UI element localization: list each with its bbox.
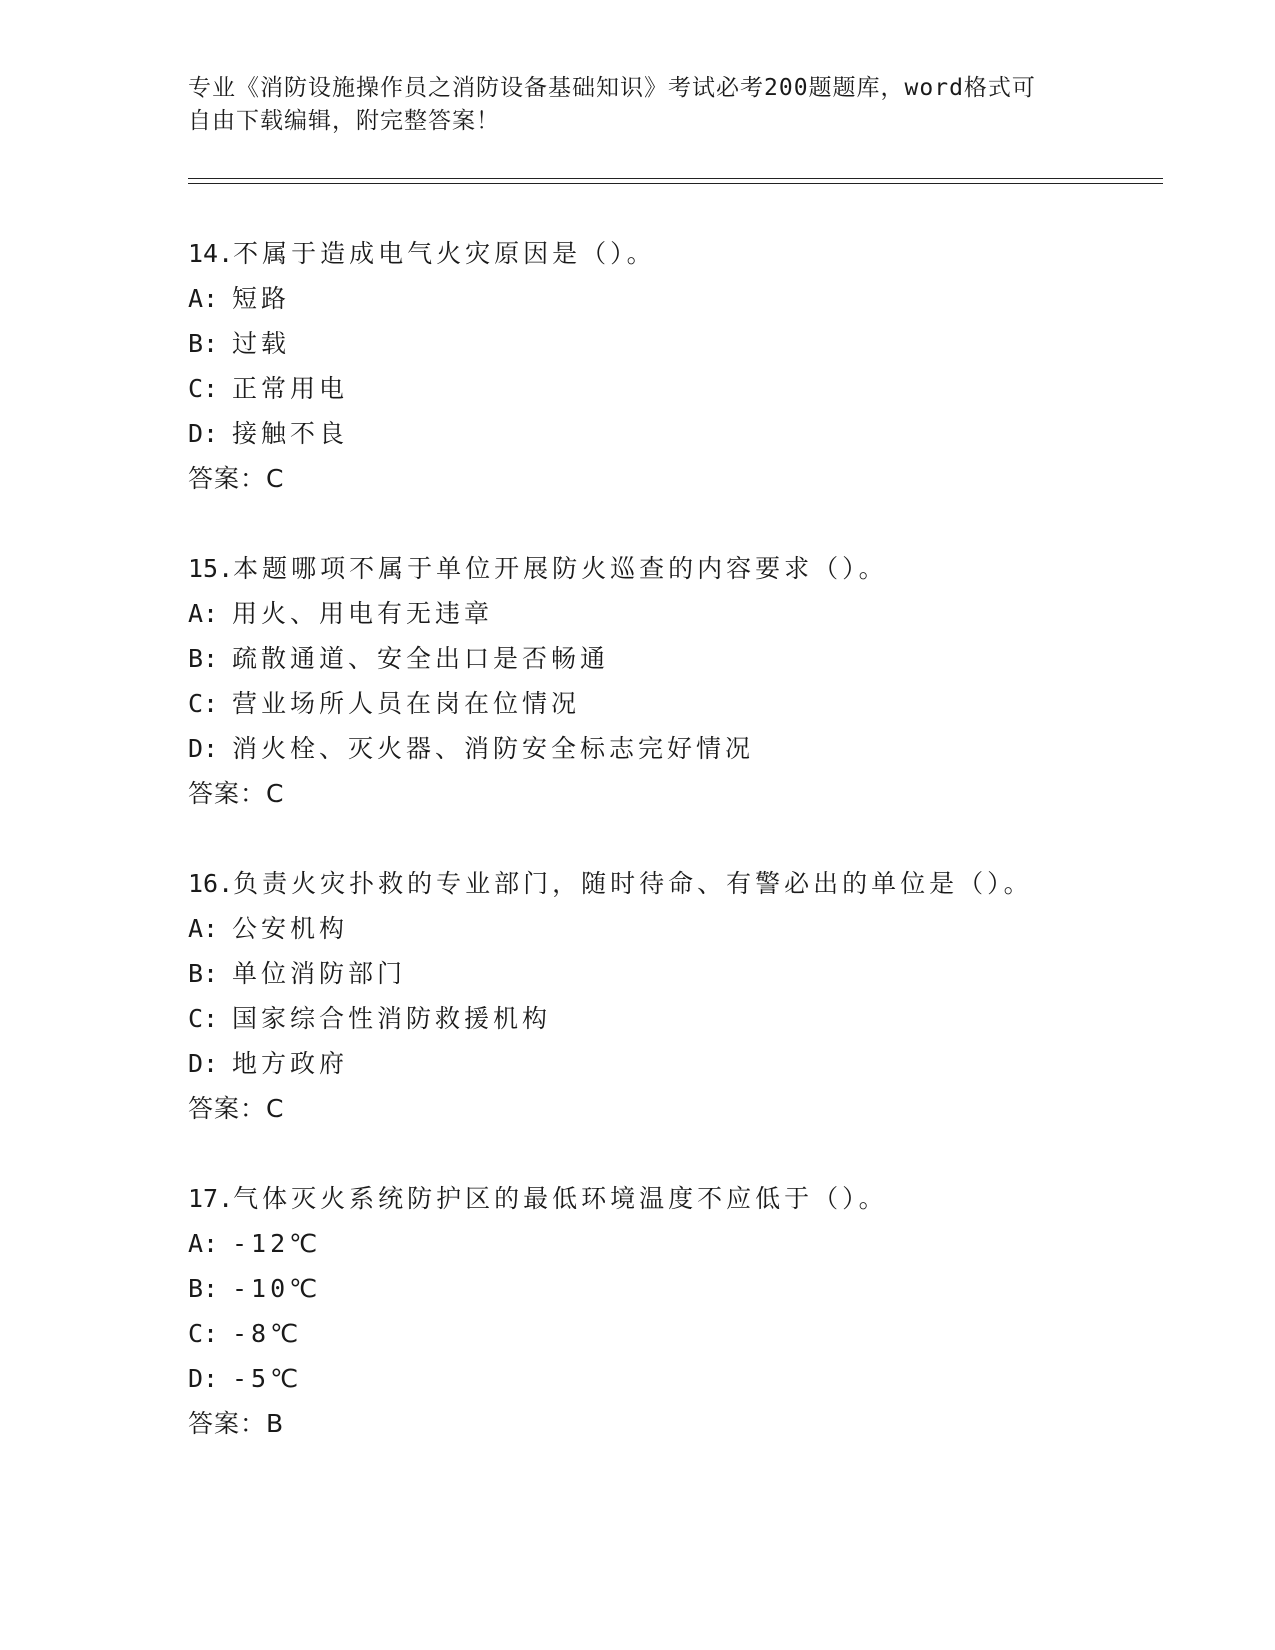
option-c: [188, 999, 551, 1039]
option-label: D:: [188, 419, 219, 448]
option-d: [188, 414, 348, 454]
option-label: B:: [188, 959, 219, 988]
option-text: 疏散通道、安全出口是否畅通: [232, 644, 610, 673]
option-label: B:: [188, 1274, 219, 1303]
option-label: C:: [188, 1319, 219, 1348]
option-label: D:: [188, 1049, 219, 1078]
option-a: [188, 909, 348, 949]
option-b: [188, 954, 406, 994]
option-a: [188, 279, 290, 319]
question-number: 17.: [188, 1184, 234, 1213]
option-label: C:: [188, 689, 219, 718]
option-b: [188, 324, 290, 364]
answer-line: 答案：C: [188, 1094, 285, 1123]
question-number: 16.: [188, 869, 234, 898]
option-a: [188, 594, 493, 634]
option-text: 地方政府: [232, 1049, 349, 1078]
option-b: [188, 1269, 321, 1309]
option-text: 用火、用电有无违章: [232, 599, 494, 628]
option-text: 公安机构: [232, 914, 349, 943]
option-text: 短路: [232, 284, 291, 313]
header-divider-bottom: [188, 183, 1163, 184]
question-stem: [188, 864, 1033, 904]
option-text: 单位消防部门: [232, 959, 407, 988]
option-label: C:: [188, 1004, 219, 1033]
option-text: -5℃: [232, 1364, 303, 1393]
question-stem: [188, 1179, 888, 1219]
option-d: [188, 1359, 302, 1399]
question-number: 14.: [188, 239, 234, 268]
option-c: [188, 684, 580, 724]
option-label: D:: [188, 734, 219, 763]
option-text: -12℃: [232, 1229, 322, 1258]
question-text: 气体灭火系统防护区的最低环境温度不应低于（）。: [233, 1184, 888, 1213]
document-header: [188, 72, 1088, 138]
option-label: B:: [188, 329, 219, 358]
option-text: 过载: [232, 329, 291, 358]
option-label: C:: [188, 374, 219, 403]
question-text: 不属于造成电气火灾原因是（）。: [233, 239, 656, 268]
option-d: [188, 729, 754, 769]
option-b: [188, 639, 609, 679]
question-number: 15.: [188, 554, 234, 583]
option-label: A:: [188, 914, 219, 943]
option-c: [188, 369, 348, 409]
option-text: -10℃: [232, 1274, 322, 1303]
option-text: -8℃: [232, 1319, 303, 1348]
answer-line: 答案：C: [188, 779, 285, 808]
option-text: 正常用电: [232, 374, 349, 403]
option-label: A:: [188, 599, 219, 628]
answer-line: 答案：C: [188, 464, 285, 493]
option-text: 营业场所人员在岗在位情况: [232, 689, 581, 718]
option-a: [188, 1224, 321, 1264]
option-label: B:: [188, 644, 219, 673]
option-label: D:: [188, 1364, 219, 1393]
option-c: [188, 1314, 302, 1354]
header-divider-top: [188, 178, 1163, 179]
question-stem: [188, 234, 656, 274]
option-text: 消火栓、灭火器、消防安全标志完好情况: [232, 734, 755, 763]
question-text: 负责火灾扑救的专业部门，随时待命、有警必出的单位是（）。: [233, 869, 1033, 898]
option-text: 国家综合性消防救援机构: [232, 1004, 552, 1033]
option-d: [188, 1044, 348, 1084]
header-line-2: 自由下载编辑，附完整答案！: [188, 108, 500, 134]
option-label: A:: [188, 284, 219, 313]
question-stem: [188, 549, 888, 589]
option-label: A:: [188, 1229, 219, 1258]
option-text: 接触不良: [232, 419, 349, 448]
question-text: 本题哪项不属于单位开展防火巡查的内容要求（）。: [233, 554, 888, 583]
answer-line: 答案：B: [188, 1409, 285, 1438]
header-line-1: 专业《消防设施操作员之消防设备基础知识》考试必考200题题库，word格式可: [188, 75, 1036, 101]
